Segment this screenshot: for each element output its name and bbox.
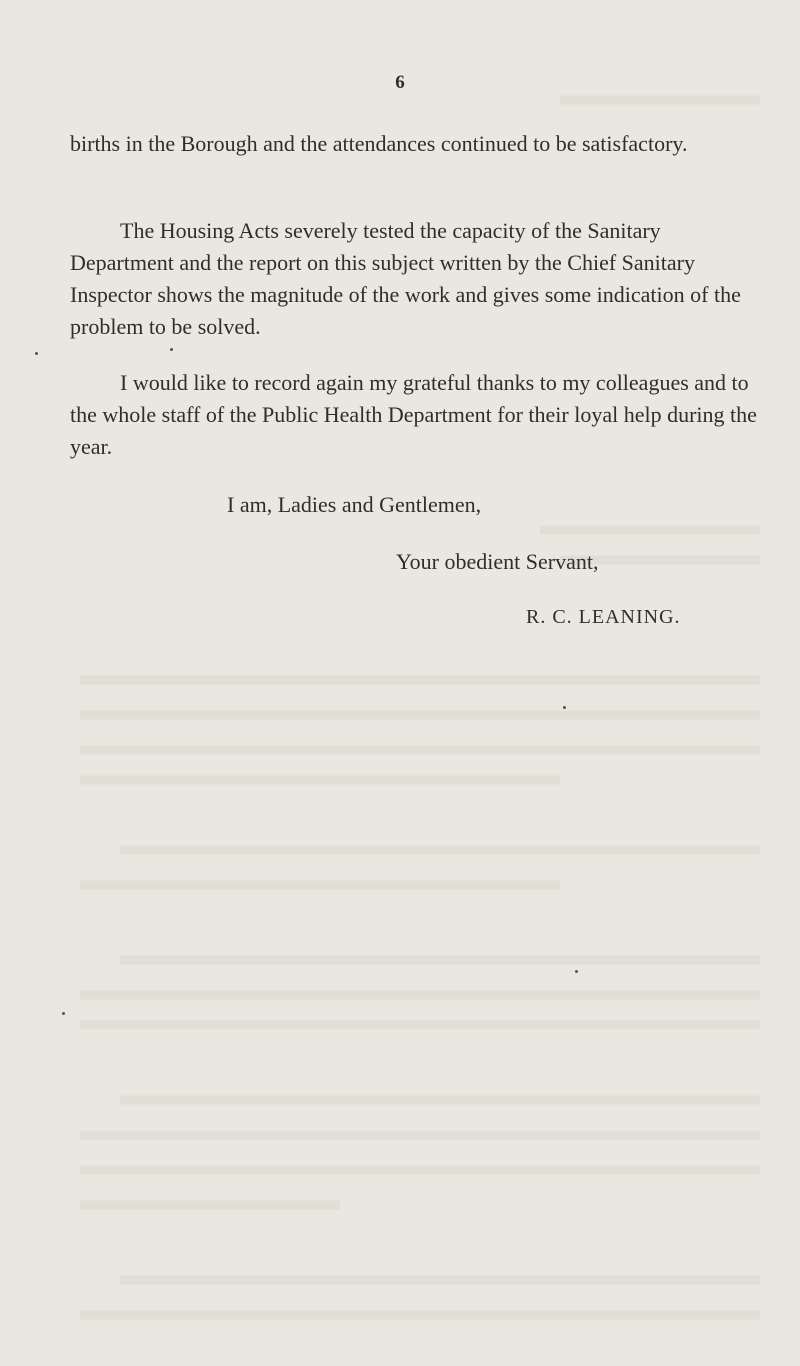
page-number: 6 — [395, 72, 405, 93]
print-speck — [35, 352, 38, 355]
paragraph-thanks: I would like to record again my grateful thanks to my colleagues and to the whole staff of the Public Health Department for their loyal help during the year. — [70, 370, 757, 459]
print-speck — [170, 348, 173, 351]
print-speck — [575, 970, 578, 973]
signature-name: R. C. LEANING. — [526, 606, 681, 628]
paragraph-births-attendance: births in the Borough and the attendances continued to be satisfactory. — [70, 131, 688, 156]
print-speck — [563, 706, 566, 709]
paragraph-housing-acts: The Housing Acts severely tested the capacity of the Sanitary Department and the report on this subject written by the Chief Sanitary Inspector shows the magnitude of the work and gives some indication of the problem to be solved. — [70, 218, 741, 339]
closing-salutation: I am, Ladies and Gentlemen, — [227, 492, 482, 517]
sign-off: Your obedient Servant, — [396, 549, 599, 574]
print-speck — [62, 1012, 65, 1015]
